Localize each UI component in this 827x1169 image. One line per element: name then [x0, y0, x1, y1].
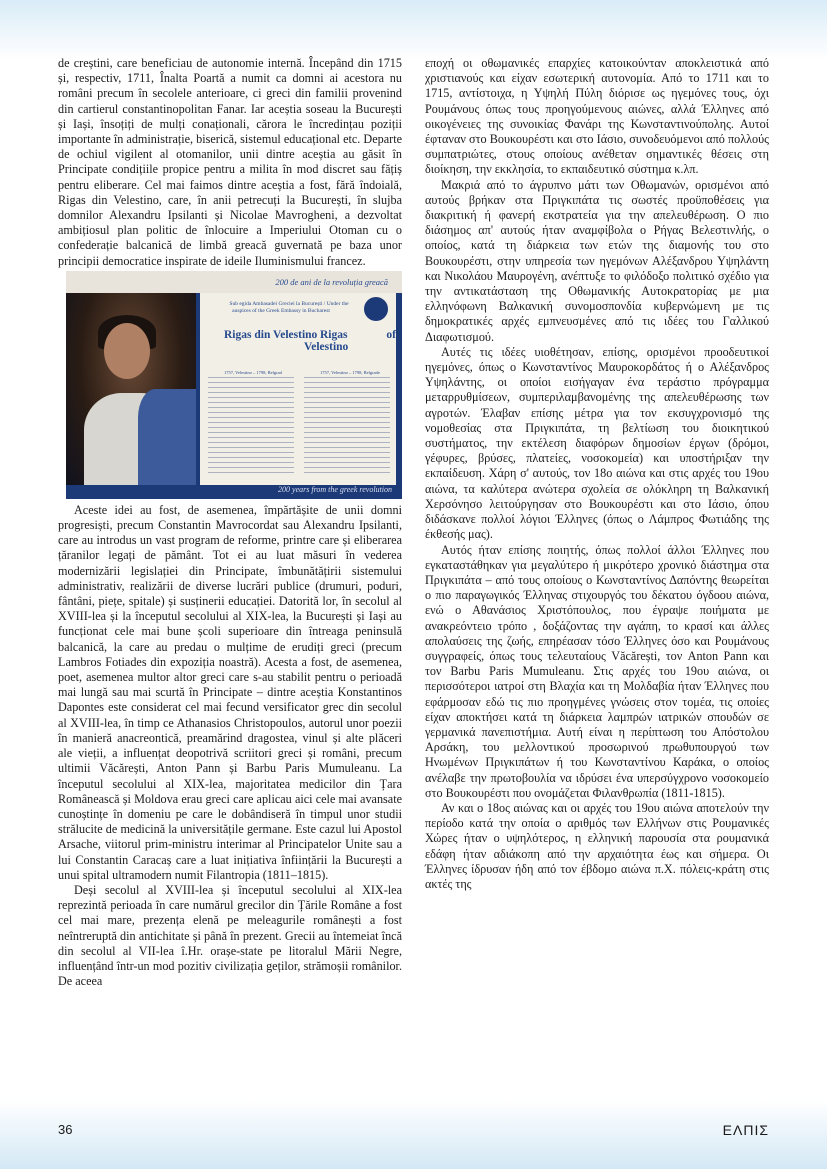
image-top-title: 200 de ani de la revoluția greacă [275, 276, 388, 287]
paragraph-text: Aceste idei au fost, de asemenea, împărtășite de unii domni progresiști, precum Constantin Mavrocordat sau Alexandru Ipsilanti, care au introdus un vast program de reforme, printre care și eliberarea țăranilor legați de pământ. Tot ei au luat măsuri în vederea modernizării legislației din Principate, îmbunătățirii sistemului administrativ, realizării de diverse lucrări publice (drumuri, poduri, fântâni, piețe, spitale) și susținerii educației. Datorită lor, în secolul al XVIII-lea și la începutul secolului al XIX-lea, la București și Iași au funcționat cele mai bune școli superioare din întreaga peninsulă balcanică, la care au predau o mulțime de erudiți greci (precum Lambros Fotiades din expoziția noastră). Acesta a fost, de asemenea, poet, asemenea multor altor greci care s-au stabilit pentru o perioadă mai lungă sau mai scurtă în Principate – dintre aceștia Konstantinos Dapontes este considerat cel mai fecund versificator grec din secolul al XVIII-lea, în timp ce Athanasios Christopoulos, autorul unor poezii în manieră anacreontică, preamărind dragostea, vinul și alte plăceri ale vieții, a influențat deopotrivă scriitori greci și români, precum ultimii Văcărești, Anton Pann și Barbu Paris Mumuleanu. La începutul secolului al XIX-lea, majoritatea medicilor din Țara Românească și Moldova erau greci care aplicau aici cele mai avansate cunoștințe în domeniu pe care le dobândiseră în timpul unor studii strălucite de medicină la universitățile germane. Este cazul lui Apostol Arsache, viitorul prim-ministru interimar al Principatelor Unite sau a lui Constantin Caracaș care a luat inițiativa înființării la București a unui spital ultramodern numit Filantropia (1811–1815). [58, 502, 402, 882]
rigas-portrait [66, 293, 196, 485]
paragraph: Μακριά από το άγρυπνο μάτι των Οθωμανών, ορισμένοι από αυτούς βρήκαν στα Πριγκιπάτα τις σωστές προϋποθέσεις για διακριτική ή φανερή εκστρατεία για την απελευθέρωση. Ο πιο διάσημος απ' αυτούς ήταν αναμφίβολα ο Ρήγας Βελεστινλής, ο οποίος, κατά τη διάρκεια των ετών της διαμονής του στο Βουκουρέστι, στην υπηρεσία των ηγεμόνων Αλέξανδρου Υψηλάντη και Νικολάου Μαυρογένη, ανέπτυξε το φιλόδοξο πολιτικό σχέδιο για την αντικατάσταση της Οθωμανικής Αυτοκρατορίας με μια ελληνόφωνη Βαλκανική συνομοσπονδία κυβερνώμενη με τις δημοκρατικές αρχές εμπνευσμένες από τις ιδέες του Γαλλικού Διαφωτισμού. [425, 177, 769, 344]
paragraph [425, 345, 769, 543]
image-top-band [66, 271, 402, 293]
right-column-greek [425, 56, 769, 892]
paragraph: Αν και ο 18ος αιώνας και οι αρχές του 19ου αιώνα αποτελούν την περίοδο κατά την οποία ο αριθμός των Ελλήνων στις Ρουμανικές Χώρες ήταν ο υψηλότερος, η ελληνική παρουσία στα ρουμανικά εδάφη ήταν αδιάκοπη από την αρχαιότητα έως και σήμερα. Οι Έλληνες ίδρυσαν ήδη από τον έβδομο αιώνα π.Χ. πόλεις-κράτη στις ακτές της [425, 800, 769, 891]
image-date-ro: 1757, Velestino – 1798, Belgrad [224, 369, 282, 375]
paragraph: εποχή οι οθωμανικές επαρχίες κατοικούνταν αποκλειστικά από χριστιανούς και είχαν εσωτερική αυτονομία. Από το 1711 και το 1715, αντίστοιχα, η Υψηλή Πύλη διόρισε ως ηγεμόνες τους, όχι Ρουμάνους όπως τους προηγούμενους αιώνες, αλλά Έλληνες από οικογένειες της συνοικίας Φανάρι της Κωνσταντινούπολης. Αυτοί έφταναν στο Βουκουρέστι και στο Ιάσιο, συνοδευόμενοι από πολλούς συμπατριώτες, στους οποίους ανέθεταν σημαντικές θέσεις στη διοίκηση, την εκκλησία, το εκπαιδευτικό σύστημα κ.λπ. [425, 56, 769, 177]
image-text-panel [200, 293, 396, 485]
paragraph-text: Αυτές τις ιδέες υιοθέτησαν, επίσης, ορισμένοι προοδευτικοί ηγεμόνες, όπως ο Κωνσταντίνος Μαυροκορδάτος ή ο Αλέξανδρος Υψηλάντης, οι οποίοι εισήγαγαν ένα τεράστιο πρόγραμμα μεταρρυθμίσεων, συμπεριλαμβανομένης της απελευθέρωσης των αγροτών. Έλαβαν επίσης μέτρα για τον εκσυγχρονισμό της νομοθεσίας στα Πριγκιπάτα, τη βελτίωση του διοικητικού συστήματος, την εκτέλεση διαφόρων δημοσίων έργων (δρόμοι, γέφυρες, βρύσες, πλατείες, νοσοκομεία) και υποστήριξαν την εκπαίδευση. Χάρη σ' αυτούς, τον 18ο αιώνα και στις αρχές του 19ου αιώνα, τα καλύτερα ανώτερα σχολεία σε ολόκληρη τη Βαλκανική Χερσόνησο λειτούργησαν στο Βουκουρέστι και στο Ιάσιο, όπου διδάσκανε πολλοί λόγιοι Έλληνες (όπως ο Λάμπρος Φωτιάδης της έκθεσής μας). [425, 344, 769, 542]
portrait-coat [138, 389, 196, 485]
image-bottom-band [66, 485, 402, 499]
image-head-text: Sub egida Ambasadei Greciei la București / Under the auspices of the Greek Embassy in Bucharest [229, 300, 349, 314]
paragraph: Αυτός ήταν επίσης ποιητής, όπως πολλοί άλλοι Έλληνες που εγκαταστάθηκαν για μεγαλύτερο ή μικρότερο χρονικό διάστημα στα Πριγκιπάτα – από τους οποίους ο Κωνσταντίνος Δαπόντης θεωρείται ο πιο παραγωγικός Έλληνας στιχουργός του δέκατου όγδοου αιώνα, ενώ ο Αθανάσιος Χριστόπουλος, που έγραψε ποιήματα με ανακρεόντειο τρόπο , δοξάζοντας την αγάπη, το κρασί και άλλες απολαύσεις της ζωής, επηρέασαν τόσο Έλληνες όσο και Ρουμάνους συγγραφείς, όπως τους τελευταίους Văcărești, τον Anton Pann και τον Barbu Paris Mumuleanu. Στις αρχές του 19ου αιώνα, οι περισσότεροι ιατροί στη Βλαχία και τη Μολδαβία ήταν Έλληνες που εφάρμοσαν εδώ τις πιο προηγμένες γνώσεις στον τομέα, τις οποίες είχαν αποκτήσει κατά τη διάρκεια λαμπρών ιατρικών σπουδών σε γερμανικά πανεπιστήμια. Αυτή είναι η περίπτωση του Απόστολου Αρσάκη, του μελλοντικού προσωρινού πρωθυπουργού των Ηνωμένων Πριγκιπάτων ή του Κωνσταντίνου Καράκα, ο οποίος ανέλαβε την πρωτοβουλία να ιδρύσει ένα υπερσύγχρονο νοσοκομείο στο Βουκουρέστι που ονομάζεται Φιλανθρωπία (1811-1815). [425, 542, 769, 800]
exhibition-panel-image [66, 271, 402, 499]
paragraph [58, 269, 402, 883]
image-title-en: Rigas of Velestino [304, 328, 396, 353]
image-bottom-title: 200 years from the greek revolution [278, 484, 392, 494]
image-date-en: 1757, Velestino – 1798, Belgrade [320, 369, 380, 375]
left-column-romanian [58, 56, 402, 989]
journal-name: ΕΛΠΙΣ [722, 1122, 769, 1138]
page-number: 36 [58, 1122, 73, 1137]
image-body-text-ro [208, 377, 294, 473]
emblem-icon [364, 297, 388, 321]
paragraph: Deși secolul al XVIII-lea și începutul secolului al XIX-lea reprezintă perioada în care numărul grecilor din Țările Române a fost cel mai mare, prezența elenă pe meleagurile românești a fost neîntreruptă din antichitate și până în prezent. Grecii au întemeiat încă din secolul al VII-lea î.Hr. orașe-state pe litoralul Mării Negre, influențând într-un mod pozitiv civilizația geților, strămoșii românilor. De aceea [58, 882, 402, 989]
image-body-text-en [304, 377, 390, 473]
paragraph: de creștini, care beneficiau de autonomie internă. Începând din 1715 și, respectiv, 1711, Înalta Poartă a numit ca domni ai acestora nu români precum în secolele anterioare, ci greci din familii provenind din cartierul constantinopolitan Fanar. Iar aceștia soseau la București și Iași, însoțiți de mulți conaționali, cărora le încredințau poziții importante în administrație, biserică, sistemul educațional etc. Departe de ochiul vigilent al otomanilor, unii dintre aceștia au găsit în Principate condițiile propice pentru a milita în mod discret sau fățiș pentru eliberare. Cel mai faimos dintre aceștia a fost, fără îndoială, Rigas din Velestino, care, în anii petrecuți la București, în slujba domnilor Alexandru Ipsilanti și Nicolae Mavrogheni, a dezvoltat ambițiosul plan politic de înlocuire a Imperiului Otoman cu o confederație balcanică de limbă greacă guvernată pe baza unor principii democratice inspirate de ideile Iluminismului francez. [58, 56, 402, 268]
image-title-ro: Rigas din Velestino [224, 328, 318, 341]
portrait-face [104, 323, 150, 379]
